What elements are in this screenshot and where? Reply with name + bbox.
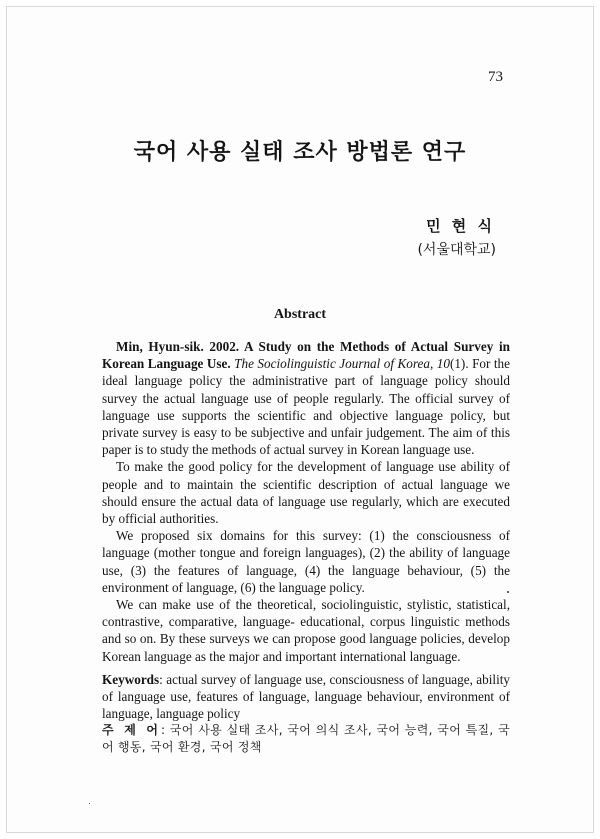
abstract-paragraph: We can make use of the theoretical, sociolinguistic, stylistic, statistical, contrastive, comparative, language- educational, corpus linguistic methods and so on. By these surveys we can propose good language policies, develop Korean language as the major and important international language.	[102, 597, 510, 664]
paper-title: 국어 사용 실태 조사 방법론 연구	[133, 139, 467, 165]
journal-name: The Sociolinguistic Journal of Korea, 10	[234, 356, 450, 372]
scan-speck	[507, 591, 509, 593]
citation-bold: Min, Hyun-sik. 2002. A Study on the Methods of Actual Survey in Korean Language Use.	[102, 339, 510, 372]
scan-speck	[89, 803, 90, 804]
abstract-paragraph: To make the good policy for the development of language use ability of people and to maintain the scientific description of actual language we should ensure the actual data of language use regularly, which are executed by official authorities.	[102, 459, 510, 527]
abstract-heading: Abstract	[273, 307, 327, 322]
korean-keywords-text: : 국어 사용 실태 조사, 국어 의식 조사, 국어 능력, 국어 특질, 국어 행동, 국어 환경, 국어 정책	[102, 723, 510, 755]
keywords-text: : actual survey of language use, consciousness of language, ability of language use, features of language, language behaviour, environment of language, language policy	[102, 671, 510, 722]
keywords-label: Keywords	[102, 671, 160, 687]
journal-issue: (1).	[449, 356, 469, 372]
paper-page	[6, 6, 594, 833]
keywords-line	[102, 671, 510, 723]
korean-keywords-label: 주 제 어	[102, 723, 162, 738]
author-affiliation: (서울대학교)	[417, 242, 496, 258]
author-name: 민 현 식	[426, 217, 495, 235]
abstract-paragraph-citation	[102, 338, 510, 458]
abstract-body	[102, 338, 510, 756]
abstract-paragraph: We proposed six domains for this survey: (1) the consciousness of language (mother tongue and foreign languages), (2) the ability of language use, (3) the features of language, (4) the language behaviour, (5) the environment of language, (6) the language policy.	[102, 528, 510, 595]
page-number: 73	[488, 69, 503, 85]
korean-keywords-line	[102, 722, 510, 756]
citation-rest: For the ideal language policy the administrative part of language policy should survey the actual language use of people regularly. The official survey of language use supports the scientific and objective language policy, but private survey is easy to be subjective and unfair judgement. The aim of this paper is to study the methods of actual survey in Korean language use.	[102, 356, 510, 458]
